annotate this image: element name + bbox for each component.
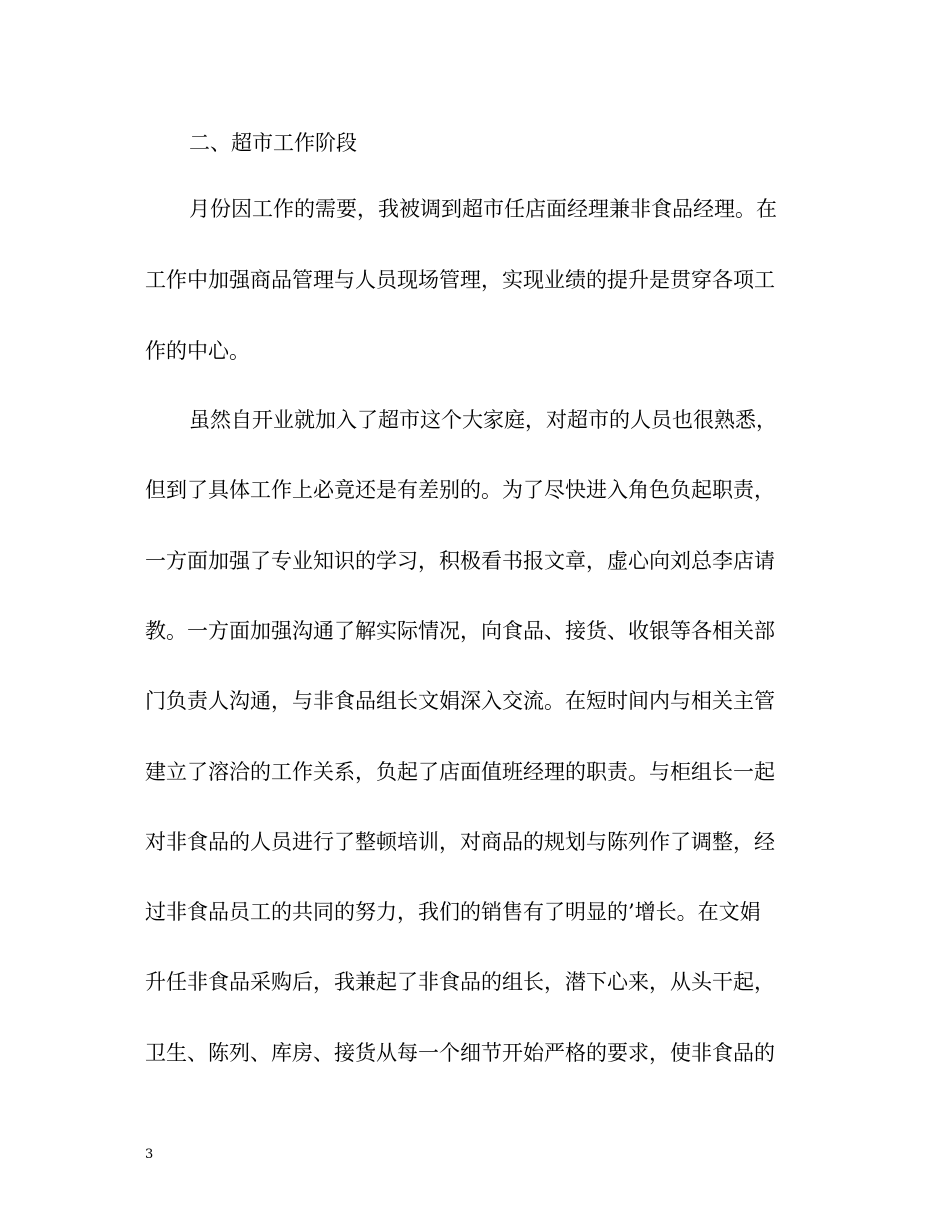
paragraph-line: 对非食品的人员进行了整顿培训，对商品的规划与陈列作了调整，经: [145, 830, 775, 854]
paragraph-line: 教。一方面加强沟通了解实际情况，向食品、接货、收银等各相关部: [145, 619, 775, 643]
paragraph-line: 建立了溶洽的工作关系，负起了店面值班经理的职责。与柜组长一起: [145, 760, 775, 784]
paragraph-line: 工作中加强商品管理与人员现场管理，实现业绩的提升是贯穿各项工: [145, 268, 775, 292]
paragraph-line: 但到了具体工作上必竟还是有差别的。为了尽快进入角色负起职责，: [145, 478, 775, 502]
paragraph-line: 升任非食品采购后，我兼起了非食品的组长，潜下心来，从头干起，: [145, 970, 775, 994]
paragraph-line: 一方面加强了专业知识的学习，积极看书报文章，虚心向刘总李店请: [145, 549, 775, 573]
paragraph-line: 卫生、陈列、库房、接货从每一个细节开始严格的要求，使非食品的: [145, 1041, 775, 1065]
paragraph-line: 作的中心。: [145, 339, 250, 363]
paragraph-line: 月份因工作的需要，我被调到超市任店面经理兼非食品经理。在: [189, 197, 777, 221]
section-heading: 二、超市工作阶段: [189, 131, 357, 155]
paragraph-line: 虽然自开业就加入了超市这个大家庭，对超市的人员也很熟悉，: [189, 408, 777, 432]
page-number: 3: [145, 1147, 154, 1162]
paragraph-line: 门负责人沟通，与非食品组长文娟深入交流。在短时间内与相关主管: [145, 689, 775, 713]
paragraph-line: 过非食品员工的共同的努力，我们的销售有了明显的’增长。在文娟: [145, 900, 761, 924]
